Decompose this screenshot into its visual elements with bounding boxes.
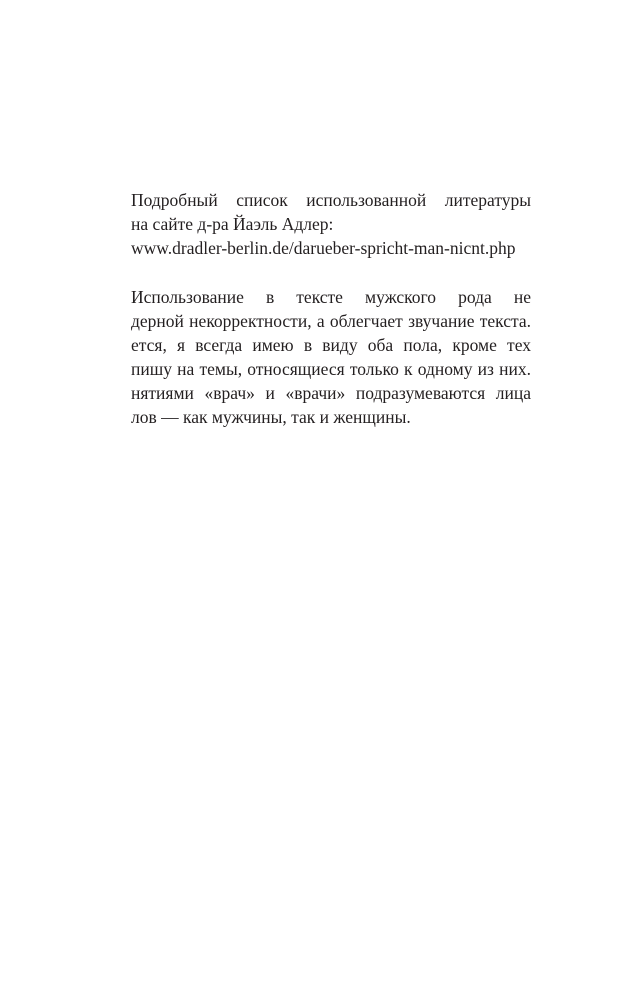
literature-note-paragraph <box>131 188 531 260</box>
text-line: Использование в тексте мужского рода не <box>131 287 531 307</box>
text-line: нятиями «врач» и «врачи» подразумеваются лица <box>131 383 531 403</box>
text-line: Подробный список использованной литературы <box>131 190 531 210</box>
text-line: лов — как мужчины, так и женщины. <box>131 407 411 427</box>
text-line: пишу на темы, относящиеся только к одному из них. <box>131 359 531 379</box>
gender-language-note-paragraph <box>131 285 531 429</box>
text-line: ется, я всегда имею в виду оба пола, кроме тех <box>131 335 531 355</box>
website-url: www.dradler-berlin.de/darueber-spricht-man-nicnt.php <box>131 238 516 258</box>
text-line: дерной некорректности, а облегчает звучание текста. <box>131 311 531 331</box>
text-line: на сайте д-ра Йаэль Адлер: <box>131 214 334 234</box>
